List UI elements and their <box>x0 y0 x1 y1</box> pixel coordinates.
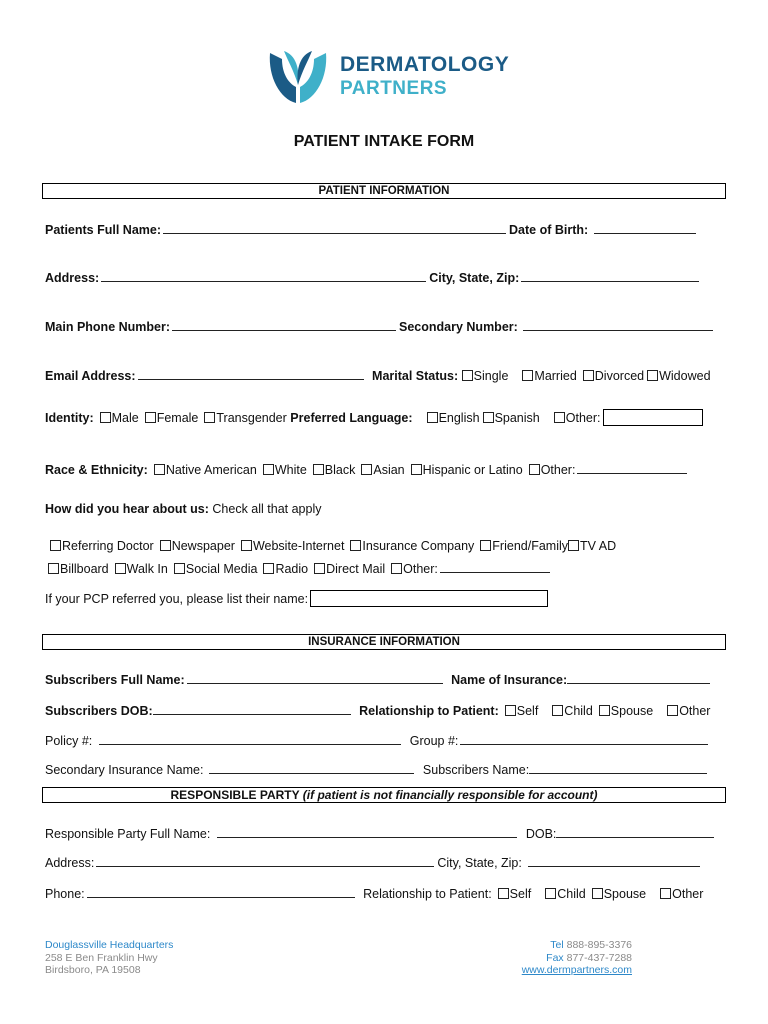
responsible-relationship-spouse-checkbox[interactable] <box>592 888 603 899</box>
marital-widowed-checkbox[interactable] <box>647 370 658 381</box>
hear-other-label: Other: <box>403 562 438 576</box>
patient-identity-row <box>45 409 703 426</box>
city-state-zip-label: City, State, Zip: <box>429 271 520 285</box>
responsible-name-row <box>45 824 717 841</box>
responsible-relationship-spouse-label: Spouse <box>603 887 647 901</box>
secondary-insurance-field[interactable] <box>209 760 414 774</box>
marital-status-label: Marital Status: <box>372 369 459 383</box>
hear-other-field[interactable] <box>440 559 550 573</box>
footer-fax-label: Fax <box>546 951 564 964</box>
policy-field[interactable] <box>99 731 401 745</box>
responsible-dob-label: DOB: <box>525 827 557 841</box>
subscriber-name-label: Subscribers Full Name: <box>45 673 185 687</box>
race-black-label: Black <box>324 463 356 477</box>
hear-billboard-label: Billboard <box>60 562 109 576</box>
footer-fax-number: 877-437-7288 <box>566 951 632 964</box>
footer-city: Birdsboro, PA 19508 <box>45 964 141 976</box>
marital-single-checkbox[interactable] <box>462 370 473 381</box>
section-header-patient: PATIENT INFORMATION <box>42 183 726 199</box>
hear-options-row1 <box>50 539 616 553</box>
language-spanish-label: Spanish <box>494 411 540 425</box>
hear-newspaper-label: Newspaper <box>171 539 235 553</box>
dob-label: Date of Birth: <box>509 223 589 237</box>
hear-friend-family-checkbox[interactable] <box>480 540 491 551</box>
footer-fax <box>522 952 632 965</box>
patient-name-field[interactable] <box>163 220 506 234</box>
race-white-checkbox[interactable] <box>263 464 274 475</box>
insurance-relationship-child-label: Child <box>564 704 593 718</box>
responsible-relationship-self-label: Self <box>509 887 532 901</box>
hear-other-checkbox[interactable] <box>391 563 402 574</box>
language-spanish-checkbox[interactable] <box>483 412 494 423</box>
patient-name-label: Patients Full Name: <box>45 223 161 237</box>
subscriber-name-row <box>45 670 713 687</box>
insurance-relationship-spouse-checkbox[interactable] <box>599 705 610 716</box>
page-title: PATIENT INTAKE FORM <box>293 133 475 150</box>
subscriber-dob-field[interactable] <box>153 701 351 715</box>
language-other-label: Other: <box>565 411 601 425</box>
section-header-responsible <box>42 787 726 803</box>
race-other-field[interactable] <box>577 460 687 474</box>
hear-radio-checkbox[interactable] <box>263 563 274 574</box>
footer-website-link[interactable]: www.dermpartners.com <box>521 964 632 976</box>
marital-married-checkbox[interactable] <box>522 370 533 381</box>
race-hispanic-checkbox[interactable] <box>411 464 422 475</box>
language-english-checkbox[interactable] <box>427 412 438 423</box>
hear-walk-in-checkbox[interactable] <box>115 563 126 574</box>
identity-transgender-checkbox[interactable] <box>204 412 215 423</box>
marital-single-label: Single <box>473 369 509 383</box>
responsible-relationship-self-checkbox[interactable] <box>498 888 509 899</box>
secondary-insurance-row <box>45 760 710 777</box>
preferred-language-label: Preferred Language: <box>290 411 413 425</box>
hear-about-note: Check all that apply <box>212 502 322 516</box>
race-other-label: Other: <box>540 463 576 477</box>
race-asian-checkbox[interactable] <box>361 464 372 475</box>
responsible-city-field[interactable] <box>528 853 700 867</box>
race-white-label: White <box>274 463 307 477</box>
hear-direct-mail-label: Direct Mail <box>326 562 386 576</box>
footer-contact <box>522 939 632 977</box>
footer-tel <box>522 939 632 952</box>
section-header-insurance: INSURANCE INFORMATION <box>42 634 726 650</box>
responsible-relationship-child-label: Child <box>557 887 586 901</box>
hear-direct-mail-checkbox[interactable] <box>314 563 325 574</box>
hear-website-checkbox[interactable] <box>241 540 252 551</box>
hear-billboard-checkbox[interactable] <box>48 563 59 574</box>
hear-tv-ad-checkbox[interactable] <box>568 540 579 551</box>
policy-row <box>45 731 711 748</box>
insurance-relationship-child-checkbox[interactable] <box>552 705 563 716</box>
city-state-zip-field[interactable] <box>521 268 699 282</box>
dob-field[interactable] <box>594 220 696 234</box>
group-field[interactable] <box>460 731 708 745</box>
patient-email-row <box>45 366 711 383</box>
hear-website-label: Website-Internet <box>252 539 345 553</box>
responsible-name-field[interactable] <box>217 824 517 838</box>
insurance-name-label: Name of Insurance: <box>451 673 568 687</box>
responsible-address-label: Address: <box>45 856 95 870</box>
responsible-header-bold: RESPONSIBLE PARTY <box>170 788 300 802</box>
policy-label: Policy #: <box>45 734 93 748</box>
marital-divorced-checkbox[interactable] <box>583 370 594 381</box>
hear-insurance-company-checkbox[interactable] <box>350 540 361 551</box>
pcp-name-field[interactable] <box>310 590 548 607</box>
insurance-relationship-self-checkbox[interactable] <box>505 705 516 716</box>
hear-social-media-label: Social Media <box>185 562 258 576</box>
race-black-checkbox[interactable] <box>313 464 324 475</box>
insurance-relationship-self-label: Self <box>516 704 539 718</box>
patient-race-row <box>45 460 690 477</box>
marital-widowed-label: Widowed <box>659 369 711 383</box>
marital-married-label: Married <box>534 369 577 383</box>
patient-name-row <box>45 220 699 237</box>
patient-phone-row <box>45 317 716 334</box>
footer-address <box>45 939 173 977</box>
identity-male-checkbox[interactable] <box>100 412 111 423</box>
hear-tv-ad-label: TV AD <box>580 539 617 553</box>
hear-about-row <box>45 502 321 516</box>
logo-line1: DERMATOLOGY <box>340 53 510 76</box>
race-other-checkbox[interactable] <box>529 464 540 475</box>
responsible-address-row <box>45 853 703 870</box>
main-phone-field[interactable] <box>172 317 396 331</box>
subscriber-dob-row <box>45 701 710 718</box>
footer-hq: Douglassville Headquarters <box>45 939 174 951</box>
race-asian-label: Asian <box>373 463 405 477</box>
email-field[interactable] <box>138 366 364 380</box>
responsible-address-field[interactable] <box>96 853 434 867</box>
secondary-insurance-label: Secondary Insurance Name: <box>45 763 204 777</box>
hear-referring-doctor-label: Referring Doctor <box>62 539 154 553</box>
address-field[interactable] <box>101 268 426 282</box>
language-english-label: English <box>438 411 480 425</box>
hear-social-media-checkbox[interactable] <box>174 563 185 574</box>
patient-address-row <box>45 268 702 285</box>
pcp-row <box>45 590 548 607</box>
responsible-phone-row <box>45 884 703 901</box>
logo-line2: PARTNERS <box>340 78 448 99</box>
hear-walk-in-label: Walk In <box>126 562 168 576</box>
hear-newspaper-checkbox[interactable] <box>160 540 171 551</box>
logo <box>266 47 510 107</box>
responsible-city-label: City, State, Zip: <box>437 856 522 870</box>
insurance-relationship-other-checkbox[interactable] <box>667 705 678 716</box>
footer-street: 258 E Ben Franklin Hwy <box>45 951 158 964</box>
hear-radio-label: Radio <box>275 562 309 576</box>
insurance-relationship-other-label: Other <box>679 704 711 718</box>
hear-options-row2 <box>48 559 553 576</box>
responsible-relationship-other-checkbox[interactable] <box>660 888 671 899</box>
race-native-american-checkbox[interactable] <box>154 464 165 475</box>
identity-male-label: Male <box>111 411 139 425</box>
hear-friend-family-label: Friend/Family <box>492 539 569 553</box>
identity-transgender-label: Transgender <box>216 411 287 425</box>
identity-female-checkbox[interactable] <box>145 412 156 423</box>
insurance-name-field[interactable] <box>567 670 710 684</box>
marital-divorced-label: Divorced <box>594 369 645 383</box>
responsible-header-italic: (if patient is not financially responsible for account) <box>302 788 598 802</box>
race-ethnicity-label: Race & Ethnicity: <box>45 463 148 477</box>
responsible-phone-label: Phone: <box>45 887 85 901</box>
secondary-number-field[interactable] <box>523 317 713 331</box>
responsible-relationship-label: Relationship to Patient: <box>363 887 492 901</box>
subscriber-name-field[interactable] <box>187 670 443 684</box>
responsible-relationship-other-label: Other <box>672 887 704 901</box>
footer-tel-number: 888-895-3376 <box>566 939 632 951</box>
hear-about-label: How did you hear about us: <box>45 502 209 516</box>
subscribers-name-field[interactable] <box>529 760 707 774</box>
pcp-label: If your PCP referred you, please list their name: <box>45 592 309 606</box>
insurance-relationship-spouse-label: Spouse <box>610 704 654 718</box>
group-label: Group #: <box>409 734 459 748</box>
race-hispanic-label: Hispanic or Latino <box>422 463 523 477</box>
responsible-phone-field[interactable] <box>87 884 355 898</box>
insurance-relationship-label: Relationship to Patient: <box>359 704 499 718</box>
responsible-name-label: Responsible Party Full Name: <box>45 827 211 841</box>
secondary-number-label: Secondary Number: <box>399 320 518 334</box>
language-other-field[interactable] <box>603 409 703 426</box>
logo-mark-icon <box>266 47 330 107</box>
responsible-relationship-child-checkbox[interactable] <box>545 888 556 899</box>
identity-label: Identity: <box>45 411 94 425</box>
identity-female-label: Female <box>156 411 199 425</box>
main-phone-label: Main Phone Number: <box>45 320 171 334</box>
email-label: Email Address: <box>45 369 136 383</box>
language-other-checkbox[interactable] <box>554 412 565 423</box>
subscribers-name-label: Subscribers Name: <box>422 763 530 777</box>
hear-referring-doctor-checkbox[interactable] <box>50 540 61 551</box>
responsible-dob-field[interactable] <box>556 824 714 838</box>
race-native-american-label: Native American <box>165 463 257 477</box>
hear-insurance-company-label: Insurance Company <box>362 539 475 553</box>
address-label: Address: <box>45 271 100 285</box>
footer-tel-label: Tel <box>550 939 564 951</box>
subscriber-dob-label: Subscribers DOB: <box>45 704 153 718</box>
